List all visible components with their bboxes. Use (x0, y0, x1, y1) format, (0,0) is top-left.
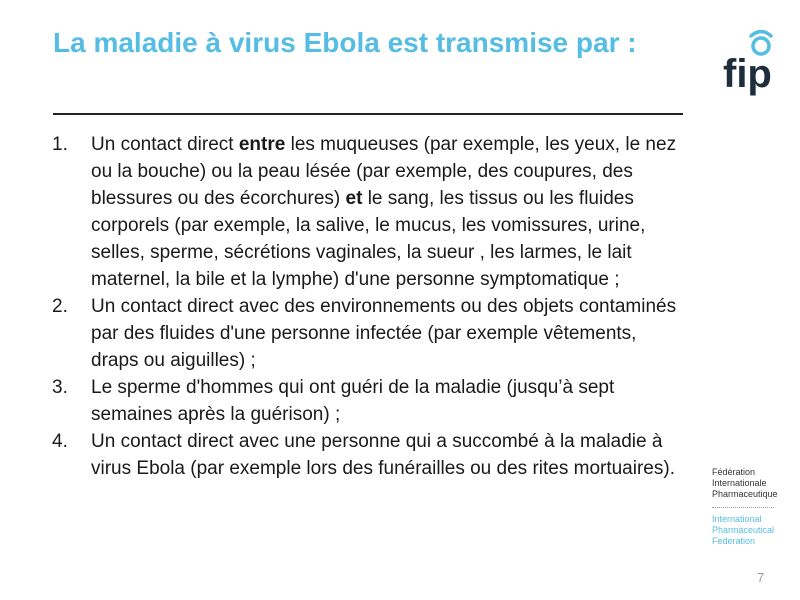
list-item-text: Un contact direct avec des environnements ou des objets contaminés par des fluides d'une personne infectée (par exemple vêtements, draps ou aiguilles) ; (91, 296, 677, 371)
fip-logo-text: fip (723, 52, 772, 96)
fip-logo-icon (722, 30, 774, 96)
list-item (52, 428, 677, 482)
list-item-text-part: le sang, les tissus ou les fluides corporels (par exemple, la salive, le mucus, les vomissures, urine, selles, sperme, sécrétions vaginales, la sueur , les larmes, le lait maternel, la bile et la lymphe) d'une personne symptomatique ; (91, 188, 646, 290)
list-item-emphasis: et (345, 188, 363, 209)
list-item-number: 3. (52, 377, 68, 398)
federation-name-block (712, 467, 792, 547)
transmission-list (52, 131, 677, 482)
federation-name-line: Pharmaceutical (712, 525, 775, 535)
list-item-number: 4. (52, 431, 68, 452)
list-item (52, 374, 677, 428)
list-item-emphasis: entre (238, 134, 286, 155)
page-number: 7 (757, 570, 765, 585)
list-item-number: 1. (52, 134, 68, 155)
list-item-text (91, 134, 676, 290)
federation-name-line: International (712, 514, 762, 524)
list-item (52, 293, 677, 374)
list-item-text: Le sperme d'hommes qui ont guéri de la maladie (jusqu’à sept semaines après la guérison) ; (91, 377, 615, 425)
list-item-text-part: Un contact direct (91, 134, 239, 155)
slide-title: La maladie à virus Ebola est transmise par : (53, 27, 637, 58)
list-item-text: Un contact direct avec une personne qui a succombé à la maladie à virus Ebola (par exemple lors des funérailles ou des rites mortuaires). (91, 431, 675, 479)
federation-name-line: Pharmaceutique (712, 489, 778, 499)
list-item-text-part: les muqueuses (par exemple, les yeux, le nez ou la bouche) ou la peau lésée (par exemple, des coupures, des blessures ou des écorchures) (91, 134, 677, 209)
title-underline (53, 113, 683, 115)
federation-name-line: Fédération (712, 467, 756, 477)
federation-name-line: Federation (712, 536, 756, 546)
federation-divider (712, 507, 774, 508)
list-item (52, 131, 677, 293)
fip-logo (722, 30, 774, 96)
list-item-number: 2. (52, 296, 68, 317)
federation-name-line: Internationale (712, 478, 767, 488)
federation-name-english (712, 514, 792, 547)
federation-name-french (712, 467, 792, 500)
